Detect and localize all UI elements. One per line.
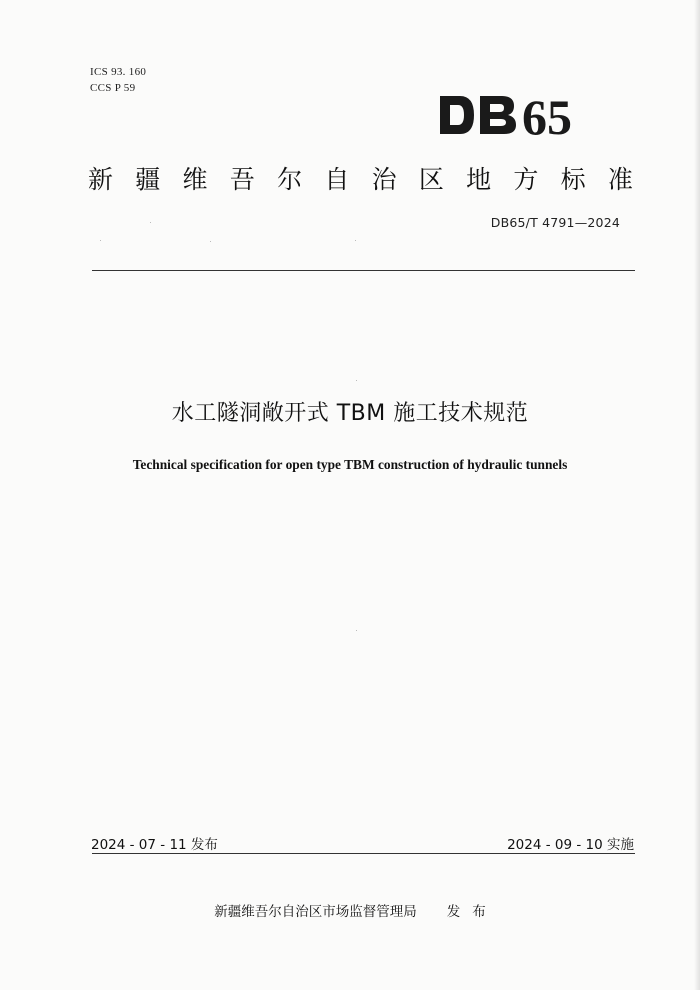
issuer-line (0, 900, 700, 920)
standard-type-char: 尔 (277, 165, 303, 194)
issuer-action (447, 904, 486, 920)
scan-speck (355, 240, 356, 241)
db65-logo (438, 92, 594, 138)
scan-speck (100, 240, 101, 241)
svg-text:65: 65 (522, 92, 572, 138)
classification-codes (90, 64, 146, 96)
standard-type-char: 维 (182, 165, 208, 194)
implementation-date: 2024 - 09 - 10 实施 (507, 837, 634, 853)
top-divider (92, 270, 635, 271)
standard-type-char: 方 (513, 165, 539, 194)
standard-type-char: 吾 (229, 165, 255, 194)
scan-edge-shadow (694, 0, 700, 990)
standard-type-char: 准 (607, 165, 633, 194)
standard-type-char: 治 (371, 165, 397, 194)
issuer-action-char: 布 (472, 904, 486, 920)
standard-type-char: 地 (466, 165, 492, 194)
standard-type-char: 标 (560, 165, 586, 194)
title-chinese: 水工隧洞敞开式 TBM 施工技术规范 (171, 401, 529, 426)
scan-speck (356, 630, 357, 631)
ccs-code: CCS P 59 (90, 82, 136, 94)
scan-speck (210, 241, 211, 242)
issue-date: 2024 - 07 - 11 发布 (91, 837, 218, 853)
standard-type-char: 新 (88, 165, 114, 194)
ics-code: ICS 93. 160 (90, 66, 147, 78)
scan-speck (356, 380, 357, 381)
standard-type (88, 160, 633, 196)
standard-type-char: 区 (418, 165, 444, 194)
bottom-divider (92, 853, 635, 854)
issuer-name: 新疆维吾尔自治区市场监督管理局 (214, 904, 417, 920)
issuer-action-char: 发 (446, 904, 461, 920)
standard-type-char: 自 (324, 165, 350, 194)
standard-number: DB65/T 4791—2024 (490, 215, 620, 230)
title-english: Technical specification for open type TBM construction of hydraulic tunnels (132, 457, 568, 472)
standard-type-char: 疆 (135, 165, 161, 194)
scan-speck (150, 222, 151, 223)
